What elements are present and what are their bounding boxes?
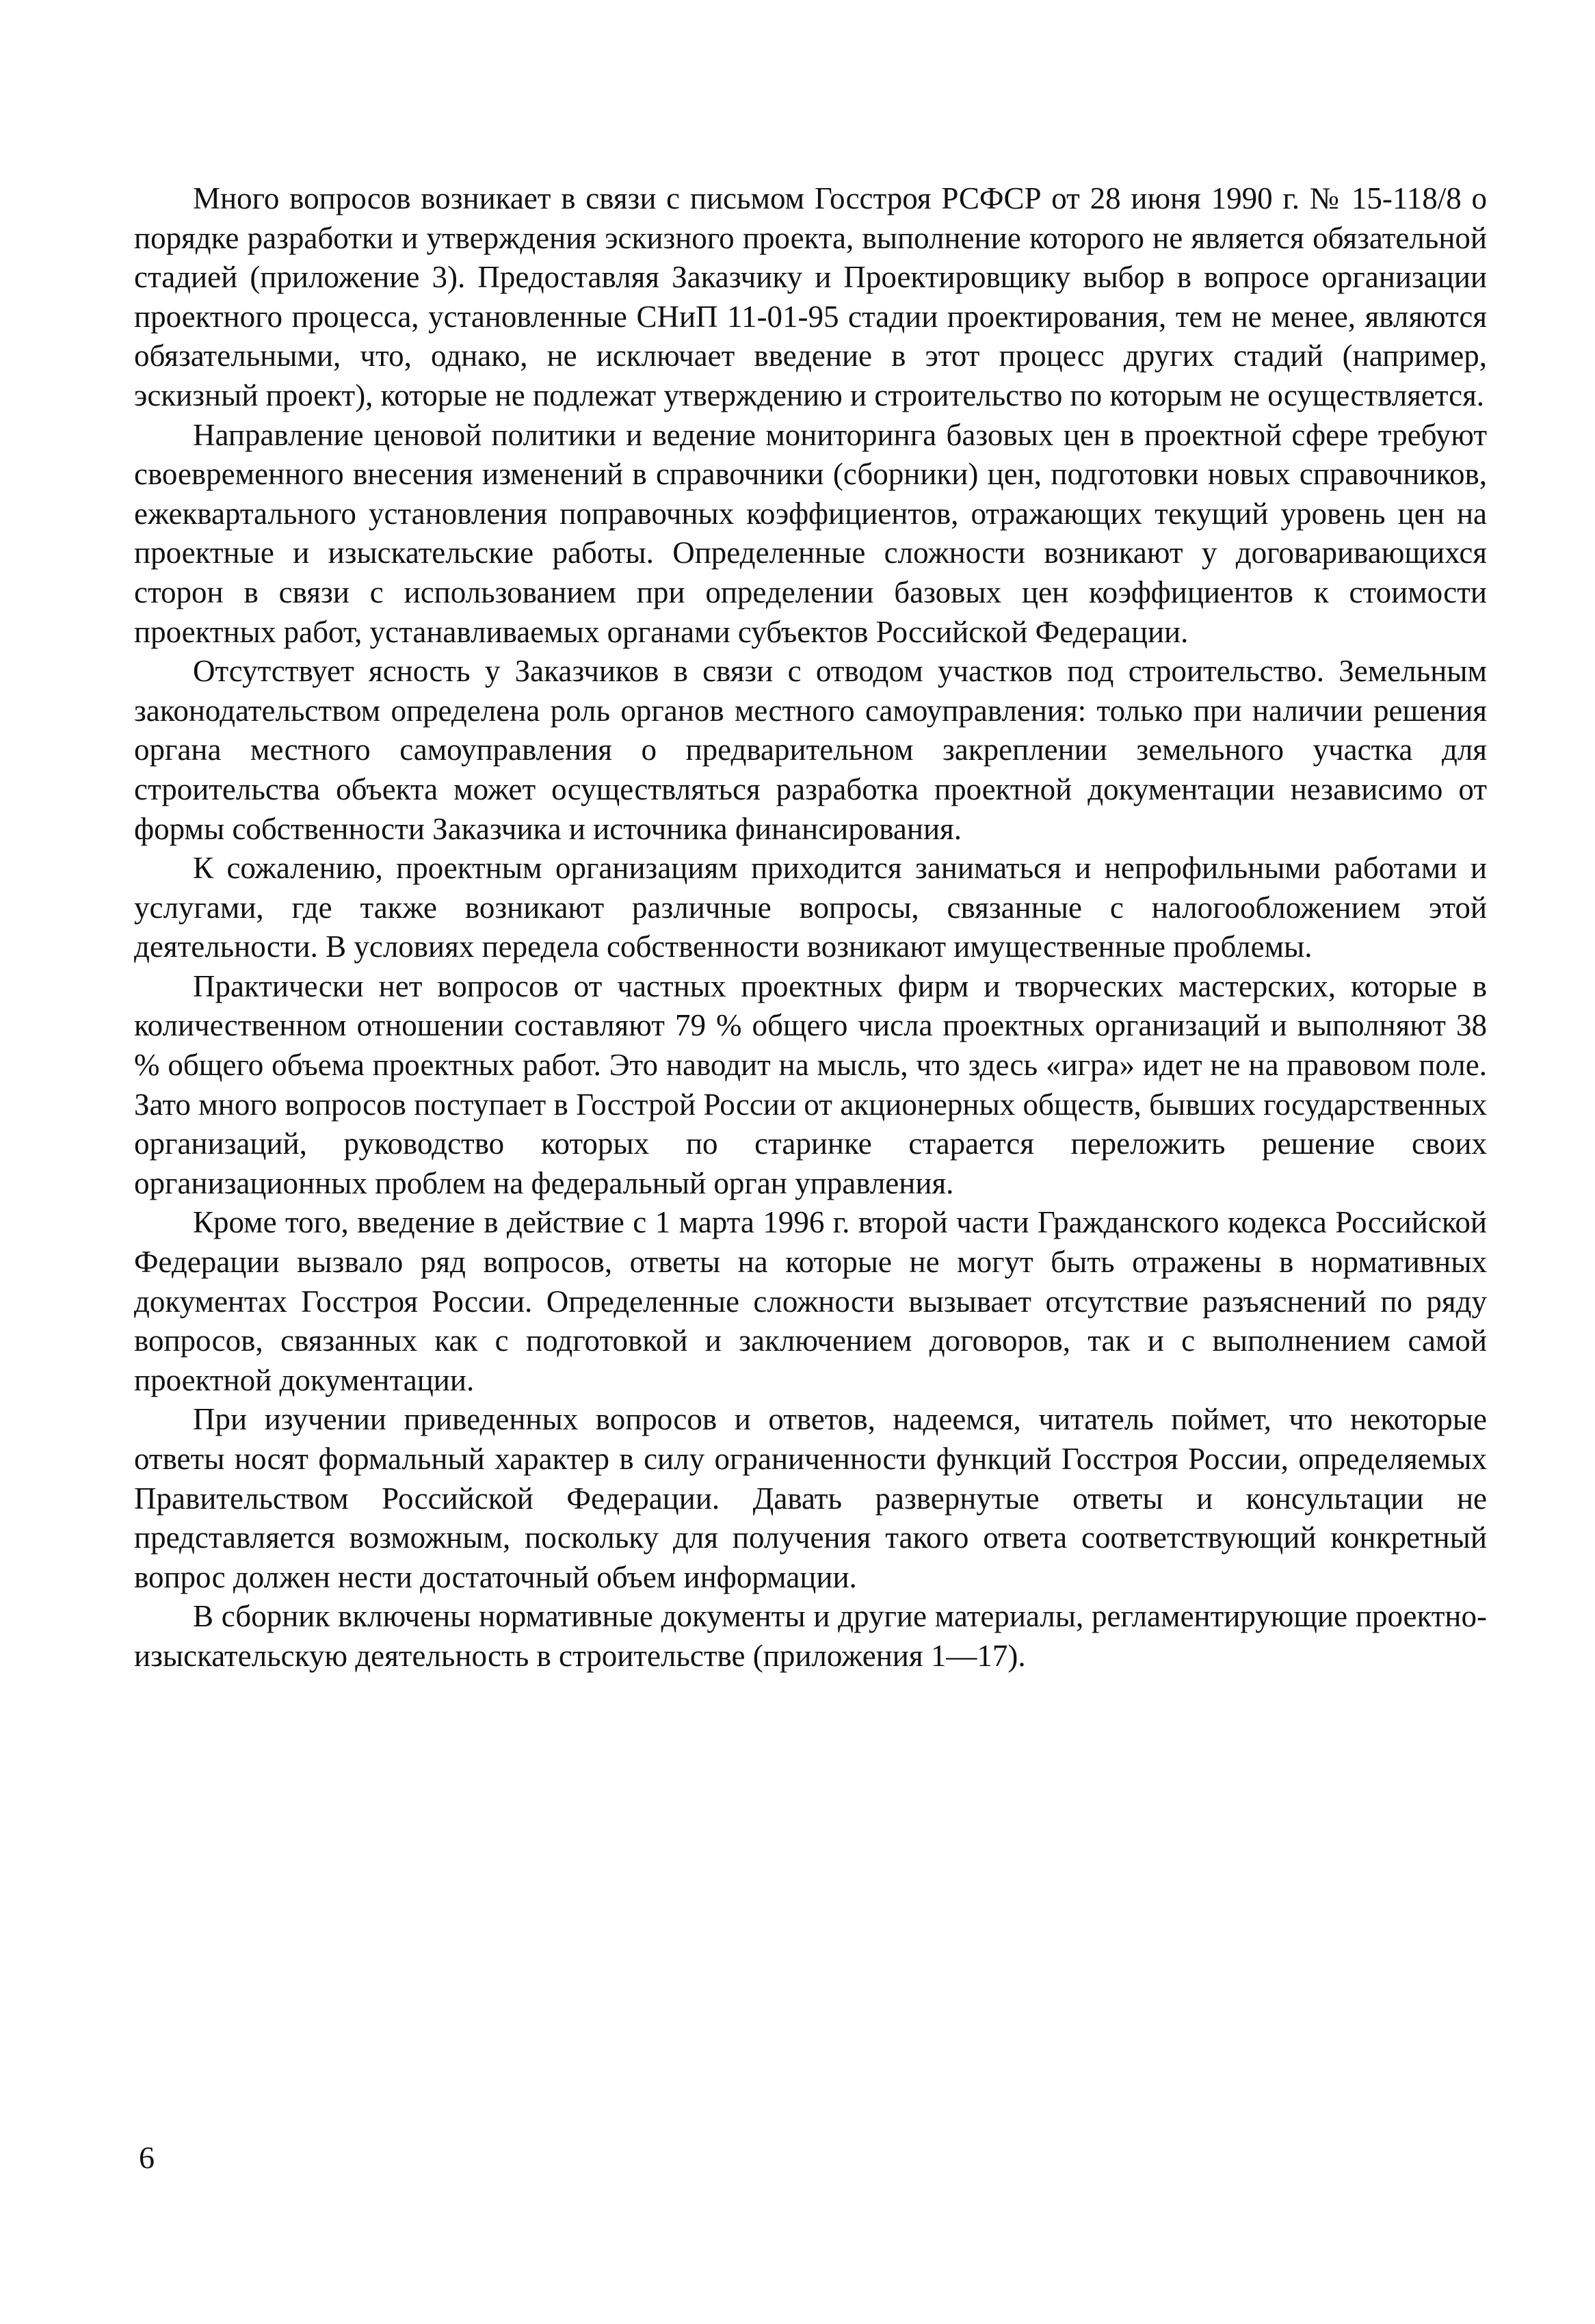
paragraph-2: Направление ценовой политики и ведение мониторинга базовых цен в проектной сфере требуют своевременного внесения изменений в справочники (сборники) цен, подготовки новых справочников, ежеквартального установления поправочных коэффициентов, отражающих текущий уровень цен на проектные и изыскательские работы. Определенные сложности возникают у договаривающихся сторон в связи с использованием при определении базовых цен коэффициентов к стоимости проектных работ, устанавливаемых органами субъектов Российской Федерации.: [134, 417, 1487, 649]
paragraph-4: К сожалению, проектным организациям приходится заниматься и непрофильными работами и услугами, где также возникают различные вопросы, связанные с налогообложением этой деятельности. В условиях передела собственности возникают имущественные проблемы.: [134, 851, 1487, 964]
body-text: [134, 179, 1487, 1676]
paragraph-6: Кроме того, введение в действие с 1 марта 1996 г. второй части Гражданского кодекса Российской Федерации вызвало ряд вопросов, ответы на которые не могут быть отражены в нормативных документах Госстроя России. Определенные сложности вызывает отсутствие разъяснений по ряду вопросов, связанных как с подготовкой и заключением договоров, так и с выполнением самой проектной документации.: [134, 1205, 1487, 1397]
paragraph-1: Много вопросов возникает в связи с письмом Госстроя РСФСР от 28 июня 1990 г. № 15-118/8 о порядке разработки и утверждения эскизного проекта, выполнение которого не является обязательной стадией (приложение 3). Предоставляя Заказчику и Проектировщику выбор в вопросе организации проектного процесса, установленные СНиП 11-01-95 стадии проектирования, тем не менее, являются обязательными, что, однако, не исключает введение в этот процесс других стадий (например, эскизный проект), которые не подлежат утверждению и строительство по которым не осуществляется.: [134, 181, 1487, 412]
paragraph-3: Отсутствует ясность у Заказчиков в связи с отводом участков под строительство. Земельным законодательством определена роль органов местного самоуправления: только при наличии решения органа местного самоуправления о предварительном закреплении земельного участка для строительства объекта может осуществляться разработка проектной документации независимо от формы собственности Заказчика и источника финансирования.: [134, 654, 1487, 846]
page-number: 6: [139, 2140, 155, 2175]
paragraph-8: В сборник включены нормативные документы и другие материалы, регламентирующие проектно-изыскательскую деятельность в строительстве (приложения 1—17).: [134, 1599, 1487, 1673]
paragraph-7: При изучении приведенных вопросов и ответов, надеемся, читатель поймет, что некоторые ответы носят формальный характер в силу ограниченности функций Госстроя России, определяемых Правительством Российской Федерации. Давать развернутые ответы и консультации не представляется возможным, поскольку для получения такого ответа соответствующий конкретный вопрос должен нести достаточный объем информации.: [134, 1402, 1487, 1594]
paragraph-5: Практически нет вопросов от частных проектных фирм и творческих мастерских, которые в количественном отношении составляют 79 % общего числа проектных организаций и выполняют 38 % общего объема проектных работ. Это наводит на мысль, что здесь «игра» идет не на правовом поле. Зато много вопросов поступает в Госстрой России от акционерных обществ, бывших государственных организаций, руководство которых по старинке старается переложить решение своих организационных проблем на федеральный орган управления.: [134, 968, 1487, 1200]
